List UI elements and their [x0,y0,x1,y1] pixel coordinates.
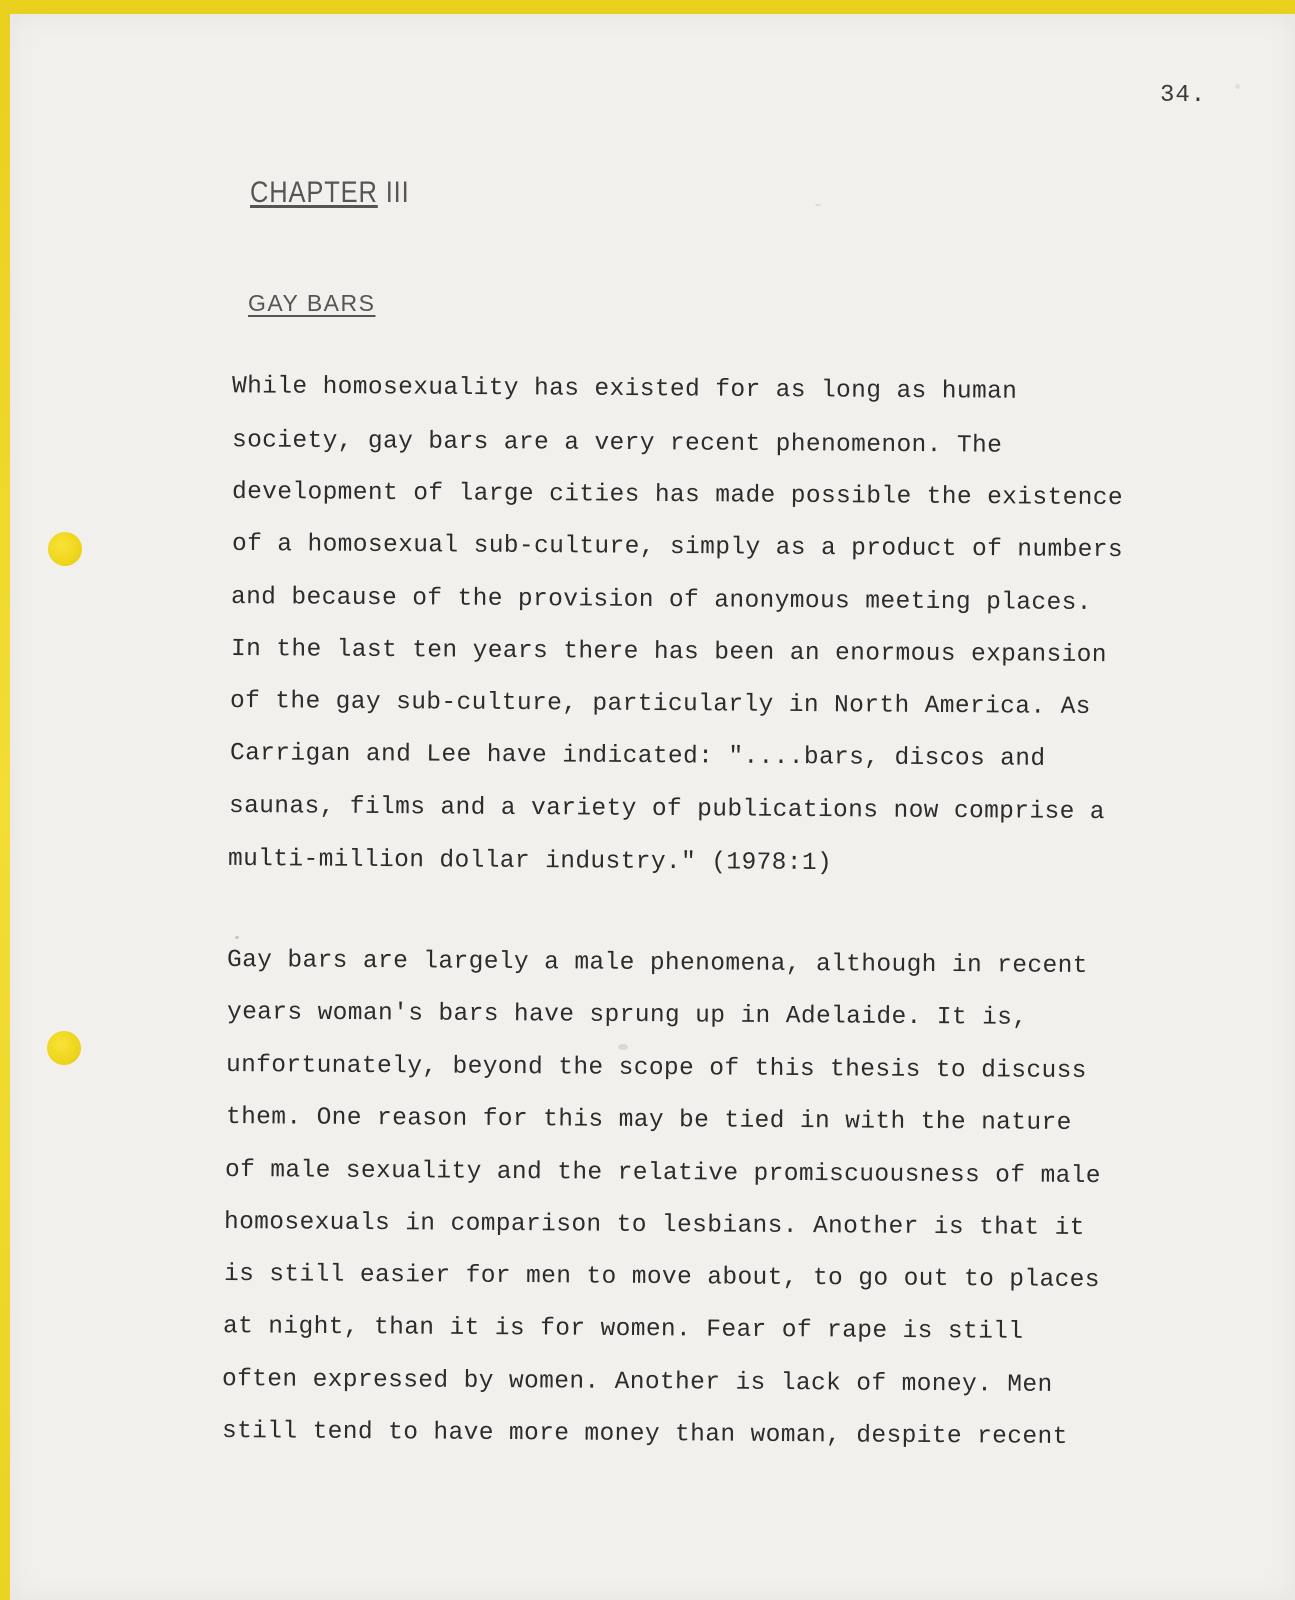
paper-speck [1235,84,1240,89]
paragraph-line: often expressed by women. Another is lack of money. Men [221,1366,1053,1399]
paragraph-line: development of large cities has made possible the existence [231,478,1124,513]
paragraph-line: In the last ten years there has been an enormous expansion [230,635,1108,670]
paragraph-line: saunas, films and a variety of publications now comprise a [228,792,1106,827]
paragraph-line: homosexuals in comparison to lesbians. Another is that it [223,1208,1085,1243]
paragraph-line: society, gay bars are a very recent phenomenon. The [231,427,1003,460]
paragraph-line: of the gay sub-culture, particularly in North America. As [229,687,1091,722]
page-number: 34. [1160,82,1207,109]
paragraph-line: Gay bars are largely a male phenomena, although in recent [226,946,1088,981]
binder-hole-bottom [47,1031,81,1065]
section-heading: GAY BARS [248,290,376,316]
paragraph-line: and because of the provision of anonymous meeting places. [230,583,1092,618]
paragraph-line: multi-million dollar industry." (1978:1) [227,845,833,878]
paragraph-line: them. One reason for this may be tied in with the nature [225,1104,1072,1137]
paragraph-line: of a homosexual sub-culture, simply as a product of numbers [231,530,1124,565]
document-page [10,14,1295,1600]
chapter-heading [250,176,410,210]
paper-speck [815,204,821,206]
binder-hole-top [48,532,82,566]
paragraph-line: of male sexuality and the relative promiscuousness of male [224,1156,1102,1191]
paragraph-line: years woman's bars have sprung up in Adelaide. It is, [226,999,1028,1032]
chapter-label: CHAPTER [250,176,378,209]
paragraph-line: Carrigan and Lee have indicated: "....bars, discos and [229,740,1046,773]
chapter-numeral: III [377,176,410,209]
paper-speck [618,1044,628,1050]
paragraph-line: unfortunately, beyond the scope of this thesis to discuss [225,1051,1087,1086]
paragraph-line: is still easier for men to move about, to go out to places [223,1260,1101,1295]
paragraph-line: still tend to have more money than woman, despite recent [221,1418,1068,1451]
paper-speck [235,936,239,939]
paragraph-line: While homosexuality has existed for as long as human [231,373,1018,406]
paragraph-line: at night, than it is for women. Fear of rape is still [222,1313,1024,1346]
